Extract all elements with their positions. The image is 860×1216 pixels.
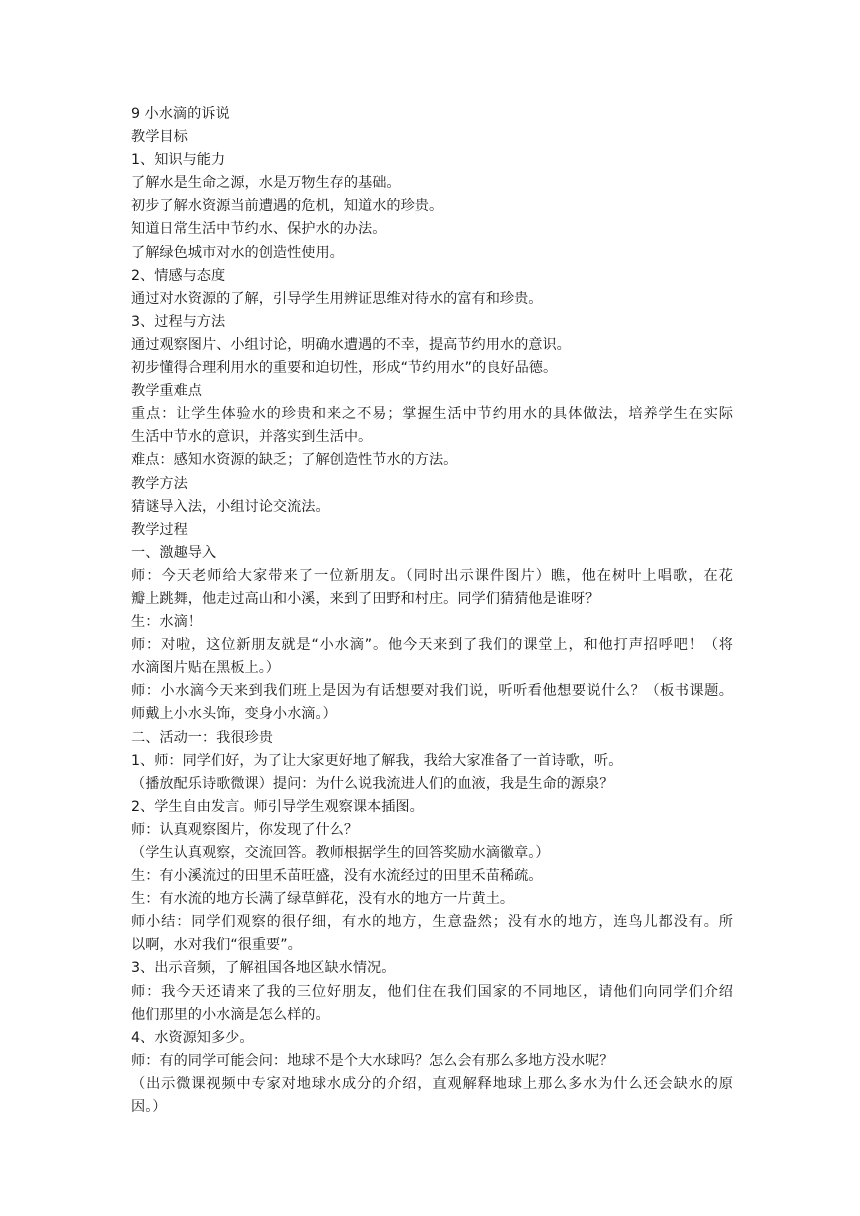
subsection-heading: 一、激趣导入 [131,544,217,561]
text-line: 4、水资源知多少。 [131,1029,254,1046]
subsection-heading: 1、知识与能力 [131,152,226,169]
text-line: 初步懂得合理利用水的重要和迫切性，形成“节约用水”的良好品德。 [131,360,558,377]
subsection-heading: 二、活动一：我很珍贵 [131,729,273,746]
text-line: 了解水是生命之源，水是万物生存的基础。 [131,175,401,192]
text-line: 3、出示音频，了解祖国各地区缺水情况。 [131,960,396,977]
text-line: 师：小水滴今天来到我们班上是因为有话想要对我们说，听听看他想要说什么？（板书课题。 [131,683,733,700]
text-line: 师：对啦，这位新朋友就是“小水滴”。他今天来到了我们的课堂上，和他打声招呼吧！（将 [131,637,733,654]
text-line: 以啊，水对我们“很重要”。 [131,937,302,954]
text-line: 2、学生自由发言。师引导学生观察课本插图。 [131,798,424,815]
text-line: 知道日常生活中节约水、保护水的办法。 [131,221,387,238]
section-heading: 教学目标 [131,129,188,146]
text-line: 1、师：同学们好，为了让大家更好地了解我，我给大家准备了一首诗歌，听。 [131,752,623,769]
text-line: 师：认真观察图片，你发现了什么？ [131,821,359,838]
text-line: 生活中节水的意识，并落实到生活中。 [131,429,373,446]
text-line: 重点：让学生体验水的珍贵和来之不易；掌握生活中节约用水的具体做法，培养学生在实际 [131,406,733,423]
text-line: 难点：感知水资源的缺乏；了解创造性节水的方法。 [131,452,458,469]
document-body [131,103,733,1119]
subsection-heading: 3、过程与方法 [131,313,226,330]
text-line: 师小结：同学们观察的很仔细，有水的地方，生意盎然；没有水的地方，连鸟儿都没有。所 [131,914,733,931]
text-line: 猜谜导入法，小组讨论交流法。 [131,498,330,515]
lesson-title: 9 小水滴的诉说 [131,106,230,122]
text-line: 因。） [131,1099,167,1116]
text-line: （学生认真观察，交流回答。教师根据学生的回答奖励水滴徽章。） [131,845,550,861]
text-line: 通过观察图片、小组讨论，明确水遭遇的不幸，提高节约用水的意识。 [131,336,571,353]
section-heading: 教学重难点 [131,383,202,400]
text-line: 通过对水资源的了解，引导学生用辨证思维对待水的富有和珍贵。 [131,290,543,307]
text-line: 师：有的同学可能会问：地球不是个大水球吗？怎么会有那么多地方没水呢？ [131,1052,614,1069]
text-line: （出示微课视频中专家对地球水成分的介绍，直观解释地球上那么多水为什么还会缺水的原 [131,1075,733,1092]
text-line: 生：水滴！ [131,614,202,631]
subsection-heading: 2、情感与态度 [131,267,226,284]
text-line: 生：有小溪流过的田里禾苗旺盛，没有水流经过的田里禾苗稀疏。 [131,868,543,885]
section-heading: 教学方法 [131,475,188,492]
text-line: 初步了解水资源当前遭遇的危机，知道水的珍贵。 [131,198,444,215]
text-line: 师戴上小水头饰，变身小水滴。） [131,706,337,723]
text-line: （播放配乐诗歌微课）提问：为什么说我流进人们的血液，我是生命的源泉？ [131,775,614,792]
text-line: 瓣上跳舞，他走过高山和小溪，来到了田野和村庄。同学们猜猜他是谁呀？ [131,590,600,607]
section-heading: 教学过程 [131,521,188,538]
text-line: 他们那里的小水滴是怎么样的。 [131,1006,330,1023]
text-line: 水滴图片贴在黑板上。） [131,660,280,677]
text-line: 生：有水流的地方长满了绿草鲜花，没有水的地方一片黄土。 [131,891,515,908]
text-line: 师：我今天还请来了我的三位好朋友，他们住在我们国家的不同地区，请他们向同学们介绍 [131,983,733,1000]
text-line: 了解绿色城市对水的创造性使用。 [131,244,344,261]
text-line: 师：今天老师给大家带来了一位新朋友。（同时出示课件图片）瞧，他在树叶上唱歌，在花 [131,567,733,584]
